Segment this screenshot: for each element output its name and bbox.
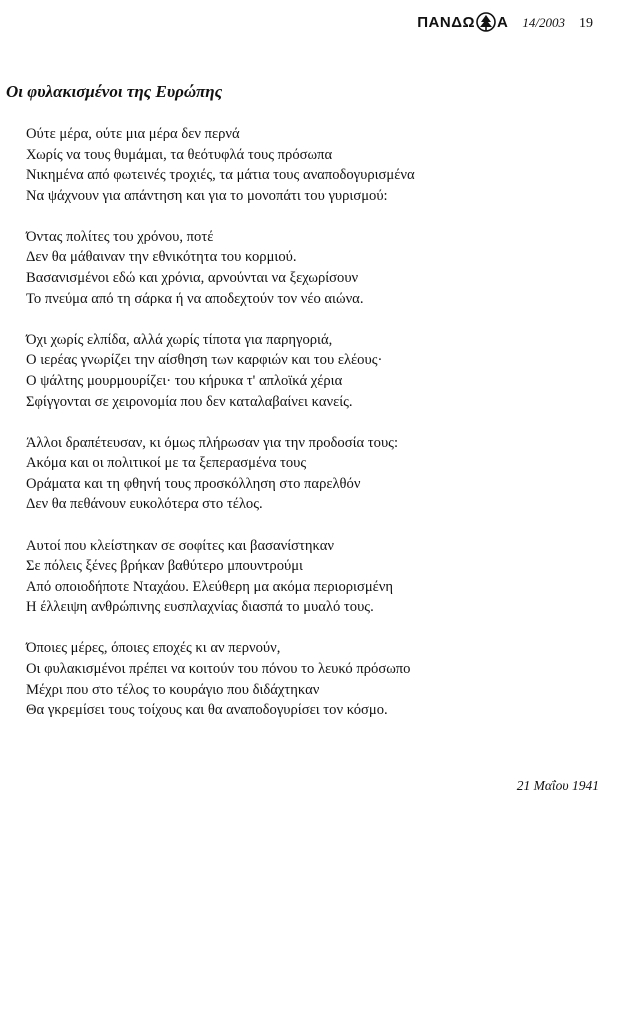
poem-line: Όχι χωρίς ελπίδα, αλλά χωρίς τίποτα για παρηγοριά, — [26, 331, 333, 348]
poem-stanza — [26, 330, 606, 412]
poem-line: Βασανισμένοι εδώ και χρόνια, αρνούνται να ξεχωρίσουν — [26, 270, 359, 287]
journal-name-part1: ΠΑΝΔΩ — [417, 13, 476, 31]
poem-title: Οι φυλακισμένοι της Ευρώπης — [6, 82, 223, 101]
poem-line: Μέχρι που στο τέλος το κουράγιο που διδάχτηκαν — [26, 681, 320, 698]
poem-stanza — [26, 536, 606, 618]
poem-stanza — [26, 124, 606, 206]
poem-line: Δεν θα μάθαιναν την εθνικότητα του κορμιού. — [26, 249, 297, 266]
poem-line: Ακόμα και οι πολιτικοί με τα ξεπερασμένα τους — [26, 455, 307, 472]
poem-line: Από οποιοδήποτε Νταχάου. Ελεύθερη μα ακόμα περιορισμένη — [26, 578, 394, 595]
poem-line: Να ψάχνουν για απάντηση και για το μονοπάτι του γυρισμού: — [26, 187, 388, 204]
poem-stanza — [26, 638, 606, 720]
poem-line: Σε πόλεις ξένες βρήκαν βαθύτερο μπουντρούμι — [26, 558, 303, 575]
poem-stanza — [26, 433, 606, 515]
poem-stanza — [26, 227, 606, 309]
poem-line: Όποιες μέρες, όποιες εποχές κι αν περνούν, — [26, 640, 281, 657]
poem-line: Αυτοί που κλείστηκαν σε σοφίτες και βασανίστηκαν — [26, 537, 334, 554]
pandora-tree-logo-icon — [476, 12, 496, 32]
journal-name-part2: Α — [497, 13, 509, 31]
poem-line: Όντας πολίτες του χρόνου, ποτέ — [26, 228, 214, 245]
poem-line: Άλλοι δραπέτευσαν, κι όμως πλήρωσαν για την προδοσία τους: — [26, 434, 399, 451]
poem-line: Σφίγγονται σε χειρονομία που δεν καταλαβαίνει κανείς. — [26, 393, 353, 410]
poem-date: 21 Μαΐου 1941 — [516, 778, 599, 793]
poem-line: Θα γκρεμίσει τους τοίχους και θα αναποδογυρίσει τον κόσμο. — [26, 702, 388, 719]
poem-line: Η έλλειψη ανθρώπινης ευσπλαχνίας διασπά το μυαλό τους. — [26, 599, 374, 616]
page-header — [417, 12, 593, 32]
journal-name — [417, 12, 508, 32]
poem-line: Οράματα και τη φθηνή τους προσκόλληση στο παρελθόν — [26, 475, 361, 492]
page-number: 19 — [579, 15, 593, 31]
poem-line: Το πνεύμα από τη σάρκα ή να αποδεχτούν τον νέο αιώνα. — [26, 290, 364, 307]
poem-body — [26, 124, 606, 741]
poem-line: Χωρίς να τους θυμάμαι, τα θεότυφλά τους πρόσωπα — [26, 146, 333, 163]
poem-line: Οι φυλακισμένοι πρέπει να κοιτούν του πόνου το λευκό πρόσωπο — [26, 660, 411, 677]
poem-line: Δεν θα πεθάνουν ευκολότερα στο τέλος. — [26, 496, 263, 513]
poem-line: Νικημένα από φωτεινές τροχιές, τα μάτια τους αναποδογυρισμένα — [26, 167, 415, 184]
issue-number: 14/2003 — [522, 14, 565, 30]
poem-line: Ο ψάλτης μουρμουρίζει· του κήρυκα τ' απλοϊκά χέρια — [26, 372, 343, 389]
poem-line: Ο ιερέας γνωρίζει την αίσθηση των καρφιών και του ελέους· — [26, 352, 383, 369]
poem-line: Ούτε μέρα, ούτε μια μέρα δεν περνά — [26, 126, 240, 142]
